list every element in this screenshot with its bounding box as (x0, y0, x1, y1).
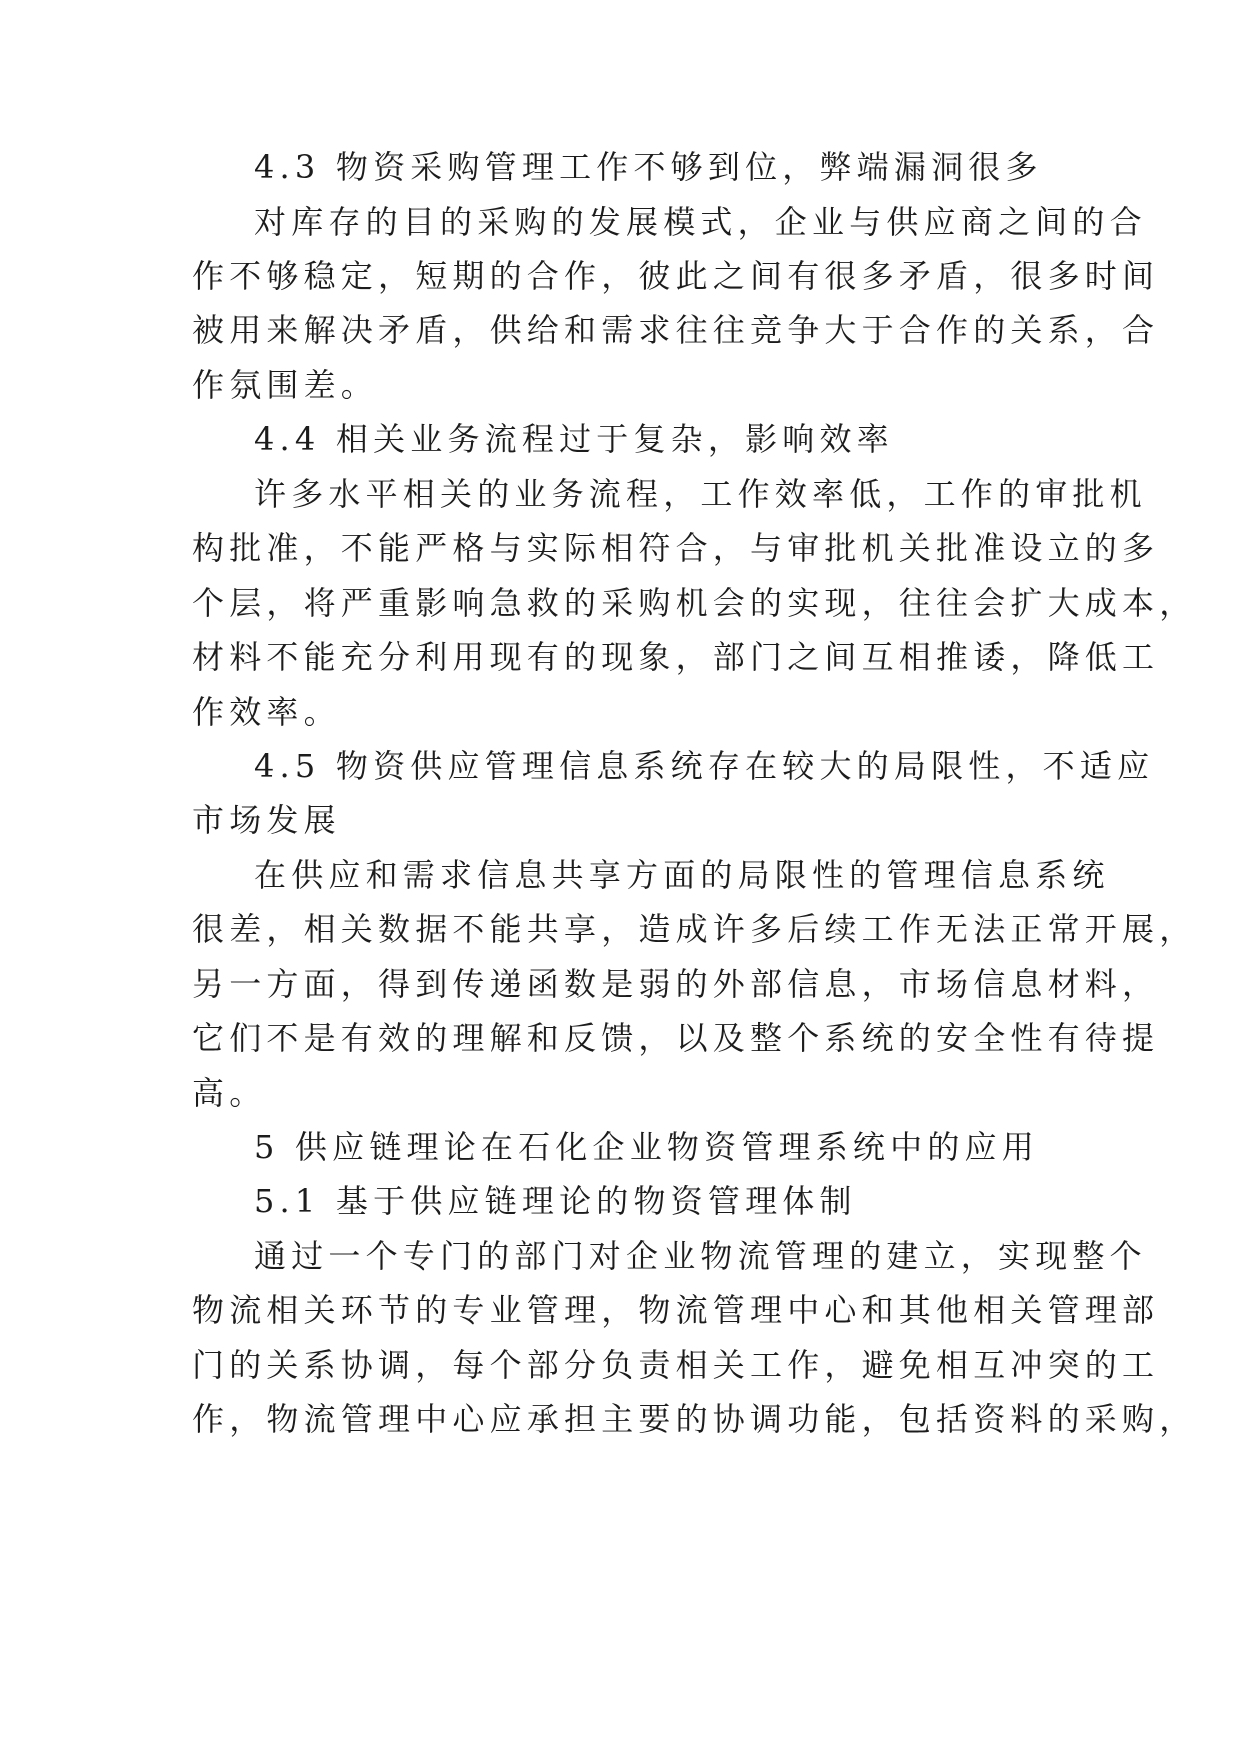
paragraph-line: 在供应和需求信息共享方面的局限性的管理信息系统 (254, 856, 1110, 894)
paragraph-line: 许多水平相关的业务流程，工作效率低，工作的审批机 (254, 475, 1147, 513)
paragraph-line: 构批准，不能严格与实际相符合，与审批机关批准设立的多 (192, 529, 1160, 567)
paragraph-line: 个层，将严重影响急救的采购机会的实现，往往会扩大成本， (192, 584, 1197, 622)
paragraph-line: 物流相关环节的专业管理，物流管理中心和其他相关管理部 (192, 1291, 1160, 1329)
paragraph-line: 高。 (192, 1074, 267, 1112)
paragraph-line: 作效率。 (192, 693, 341, 731)
paragraph-line: 被用来解决矛盾，供给和需求往往竞争大于合作的关系，合 (192, 311, 1160, 349)
heading-5: 5 供应链理论在石化企业物资管理系统中的应用 (254, 1128, 1039, 1166)
heading-4-5-continued: 市场发展 (192, 801, 341, 839)
paragraph-line: 门的关系协调，每个部分负责相关工作，避免相互冲突的工 (192, 1346, 1160, 1384)
heading-4-4: 4.4 相关业务流程过于复杂，影响效率 (254, 420, 894, 458)
paragraph-line: 另一方面，得到传递函数是弱的外部信息，市场信息材料， (192, 965, 1160, 1003)
heading-4-5: 4.5 物资供应管理信息系统存在较大的局限性，不适应 (254, 747, 1155, 785)
heading-4-3: 4.3 物资采购管理工作不够到位，弊端漏洞很多 (254, 148, 1043, 186)
paragraph-line: 作氛围差。 (192, 366, 379, 404)
paragraph-line: 很差，相关数据不能共享，造成许多后续工作无法正常开展， (192, 910, 1197, 948)
paragraph-line: 它们不是有效的理解和反馈，以及整个系统的安全性有待提 (192, 1019, 1160, 1057)
paragraph-line: 作，物流管理中心应承担主要的协调功能，包括资料的采购， (192, 1400, 1197, 1438)
paragraph-line: 材料不能充分利用现有的现象，部门之间互相推诿，降低工 (192, 638, 1160, 676)
paragraph-line: 通过一个专门的部门对企业物流管理的建立，实现整个 (254, 1237, 1147, 1275)
paragraph-line: 对库存的目的采购的发展模式，企业与供应商之间的合 (254, 203, 1147, 241)
paragraph-line: 作不够稳定，短期的合作，彼此之间有很多矛盾，很多时间 (192, 257, 1160, 295)
heading-5-1: 5.1 基于供应链理论的物资管理体制 (254, 1182, 857, 1220)
